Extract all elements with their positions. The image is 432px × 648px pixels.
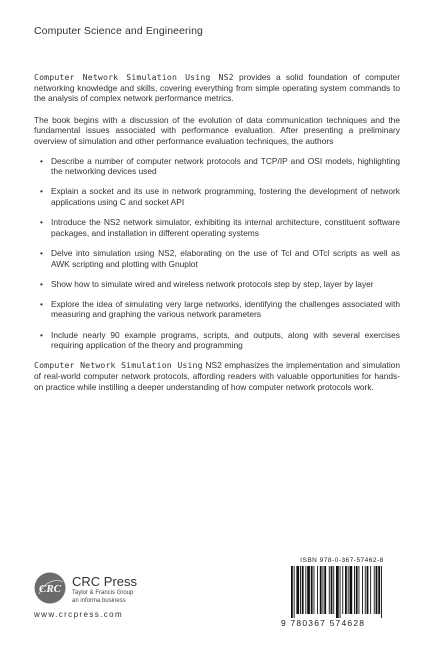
isbn-label: ISBN 978-0-367-57462-8: [300, 557, 384, 564]
publisher-website: www.crcpress.com: [34, 610, 124, 619]
bullet-icon: •: [40, 247, 43, 258]
barcode-bar: [362, 566, 363, 614]
bullet-icon: •: [40, 217, 43, 228]
barcode-bar: [365, 566, 366, 614]
book-title-inline: Computer Network Simulation Using NS2: [34, 72, 234, 82]
list-item: • Explain a socket and its use in network programming, fostering the development of network applications using C and socket API: [40, 186, 400, 207]
description: [34, 72, 400, 392]
barcode-bar: [336, 566, 339, 618]
barcode-bar: [359, 566, 360, 614]
barcode-bar: [291, 566, 293, 618]
subject-category: Computer Science and Engineering: [34, 25, 203, 37]
bullet-icon: •: [40, 278, 43, 289]
list-item: • Describe a number of computer network protocols and TCP/IP and OSI models, highlighting the networking devices used: [40, 155, 400, 177]
barcode-digits: 9 780367 574628: [281, 618, 366, 628]
book-title-inline: Computer Network Simulation Using: [34, 360, 203, 371]
barcode-bar: [300, 566, 301, 614]
barcode-bar: [340, 566, 341, 618]
publisher-block: [34, 572, 234, 632]
barcode-bar: [345, 566, 347, 614]
barcode-bar: [320, 566, 322, 614]
publisher-name: CRC Press: [72, 574, 138, 589]
barcode-bar: [311, 566, 313, 614]
list-item: • Introduce the NS2 network simulator, exhibiting its internal architecture, constituent software packages, and installation in different operating systems: [40, 217, 400, 238]
bullet-icon: •: [40, 186, 43, 197]
barcode-bar: [323, 566, 324, 614]
barcode-bar: [302, 566, 304, 614]
bullet-icon: •: [40, 329, 43, 340]
intro-paragraph: [34, 72, 400, 104]
bullet-icon: •: [40, 155, 43, 166]
barcode-bar: [296, 566, 299, 614]
barcode-bar: [329, 566, 330, 614]
barcode-bar: [317, 566, 318, 614]
barcode-bar: [305, 566, 306, 614]
barcode-bar: [378, 566, 380, 614]
barcode-bar: [314, 566, 315, 614]
publisher-business: an informa business: [72, 598, 126, 604]
bullet-icon: •: [40, 298, 43, 309]
barcode-bar: [370, 566, 371, 614]
barcode-icon: [281, 566, 403, 618]
feature-list: [34, 156, 400, 351]
publisher-group: Taylor & Francis Group: [72, 590, 134, 596]
isbn-barcode: [281, 557, 403, 629]
barcode-bar: [381, 566, 382, 618]
barcode-bar: [367, 566, 369, 614]
lead-paragraph: The book begins with a discussion of the evolution of data communication techniques and the fundamental issues associated with performance evaluation. After presenting a preliminary overview of simulation and other performance evaluation techniques, the authors: [34, 114, 400, 146]
intro-text: provides a solid foundation of computer networking knowledge and skills, covering everything from simple operating system commands to the analysis of complex network performance metrics.: [34, 72, 401, 104]
list-item: • Show how to simulate wired and wireless network protocols step by step, layer by layer: [40, 278, 374, 289]
barcode-bar: [333, 566, 334, 614]
crc-logo-icon: [34, 572, 66, 604]
barcode-bar: [374, 566, 375, 614]
barcode-bar: [342, 566, 343, 614]
closing-text: NS2 emphasizes the implementation and simulation of real-world computer network protocols, affording readers with valuable opportunities for hands-on practice while instilling a deeper understanding of how computer network protocols work.: [34, 360, 400, 392]
barcode-bar: [350, 566, 353, 614]
barcode-bar: [307, 566, 310, 614]
barcode-bar: [376, 566, 378, 614]
closing-paragraph: [34, 360, 400, 392]
barcode-bar: [356, 566, 358, 614]
list-item: • Explore the idea of simulating very large networks, identifying the challenges associated with measuring and graphing the various network parameters: [40, 298, 400, 320]
svg-text:CRC: CRC: [38, 583, 62, 595]
barcode-bar: [348, 566, 349, 614]
barcode-bar: [324, 566, 326, 614]
barcode-bar: [294, 566, 295, 618]
barcode-bar: [331, 566, 333, 614]
barcode-bar: [354, 566, 355, 614]
list-item: • Delve into simulation using NS2, elaborating on the use of Tcl and OTcl scripts as well as AWK scripting and plotting with Gnuplot: [40, 247, 400, 269]
list-item: • Include nearly 90 example programs, scripts, and outputs, along with several exercises requiring application of the theory and programming: [40, 329, 400, 351]
